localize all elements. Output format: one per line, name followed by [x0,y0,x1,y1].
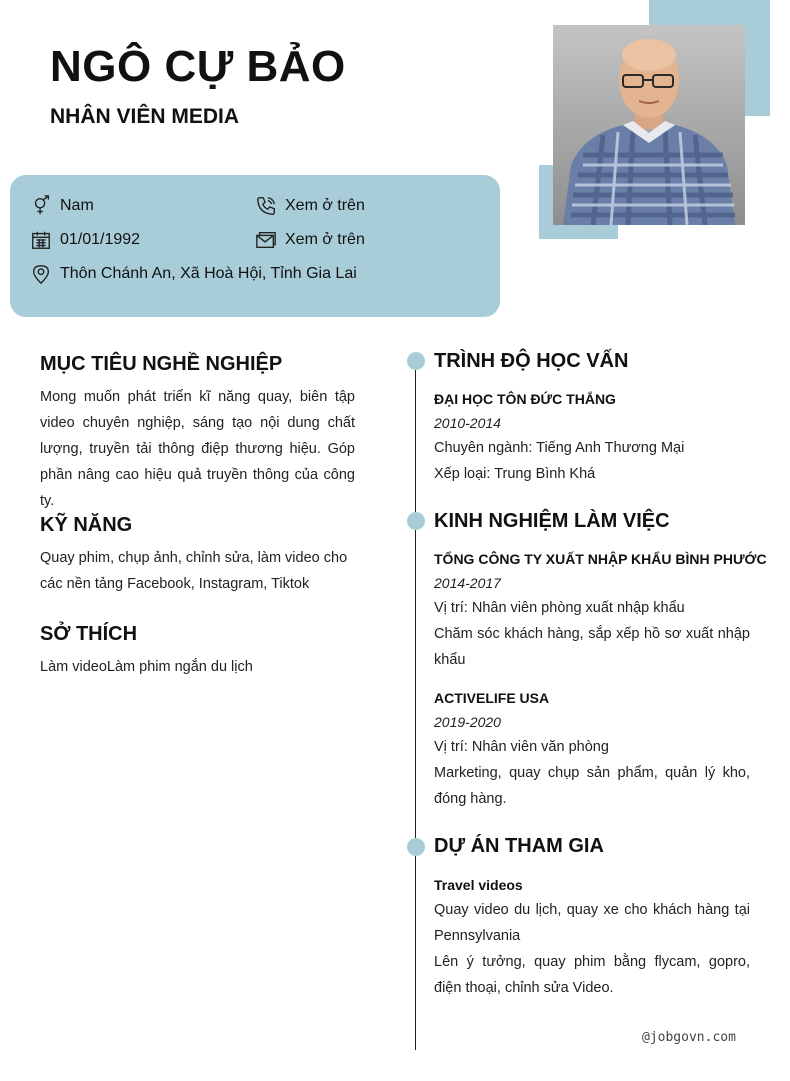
phone-icon [255,195,277,217]
objective-text: Mong muốn phát triển kĩ năng quay, biên tập video chuyên nghiệp, sáng tạo nội dung chất lượng, truyền tải thông điệp thương hiệu. Góp phần nâng cao hiệu quả truyền thông của công ty. [40,389,355,509]
gender-item [30,195,94,217]
project-line-1: Quay video du lịch, quay xe cho khách hàng tại Pennsylvania [434,902,750,944]
experience-desc-2: Marketing, quay chụp sản phẩm, quản lý kho, đóng hàng. [434,765,750,807]
experience-period-1: 2014-2017 [434,575,501,591]
projects-title: DỰ ÁN THAM GIA [434,835,604,857]
job-title: NHÂN VIÊN MEDIA [50,105,240,128]
phone-item [255,195,365,217]
calendar-icon [30,229,52,251]
experience-position-2: Vị trí: Nhân viên văn phòng [434,739,609,755]
address-item [30,263,357,285]
email-text: Xem ở trên [285,231,365,248]
experience-company-1: TỔNG CÔNG TY XUẤT NHẬP KHẨU BÌNH PHƯỚC [434,551,767,567]
hobbies-title: SỞ THÍCH [40,623,138,645]
project-name: Travel videos [434,877,523,893]
birthday-text: 01/01/1992 [60,231,141,248]
experience-company-2: ACTIVELIFE USA [434,690,550,706]
profile-photo [553,25,745,225]
hobbies-text: Làm videoLàm phim ngắn du lịch [40,659,253,675]
experience-period-2: 2019-2020 [434,714,501,730]
education-school: ĐẠI HỌC TÔN ĐỨC THẮNG [434,391,616,407]
project-line-2: Lên ý tưởng, quay phim bằng flycam, gopro, điện thoại, chỉnh sửa Video. [434,954,750,996]
experience-desc-1: Chăm sóc khách hàng, sắp xếp hồ sơ xuất nhập khẩu [434,626,750,668]
phone-text: Xem ở trên [285,197,365,214]
experience-position-1: Vị trí: Nhân viên phòng xuất nhập khẩu [434,600,685,616]
education-major: Chuyên ngành: Tiếng Anh Thương Mại [434,440,685,456]
skills-title: KỸ NĂNG [40,514,133,536]
watermark-text: @jobgovn.com [642,1030,736,1045]
education-period: 2010-2014 [434,415,501,431]
timeline-dot-projects [407,838,425,856]
gender-text: Nam [60,197,94,214]
email-icon [255,229,277,251]
birthday-item [30,229,140,251]
location-icon [30,263,52,285]
objective-title: MỤC TIÊU NGHỀ NGHIỆP [40,353,283,375]
timeline-dot-experience [407,512,425,530]
timeline-dot-education [407,352,425,370]
experience-title: KINH NGHIỆM LÀM VIỆC [434,510,670,532]
education-title: TRÌNH ĐỘ HỌC VẤN [434,350,629,372]
email-item [255,229,365,251]
gender-icon [30,195,52,217]
address-text: Thôn Chánh An, Xã Hoà Hội, Tỉnh Gia Lai [60,265,357,282]
timeline-line [415,355,416,1050]
education-grade: Xếp loại: Trung Bình Khá [434,466,596,482]
skills-text: Quay phim, chụp ảnh, chỉnh sửa, làm video cho các nền tảng Facebook, Instagram, Tiktok [40,550,348,592]
contact-info-box [10,175,500,317]
candidate-name: NGÔ CỰ BẢO [50,42,346,91]
